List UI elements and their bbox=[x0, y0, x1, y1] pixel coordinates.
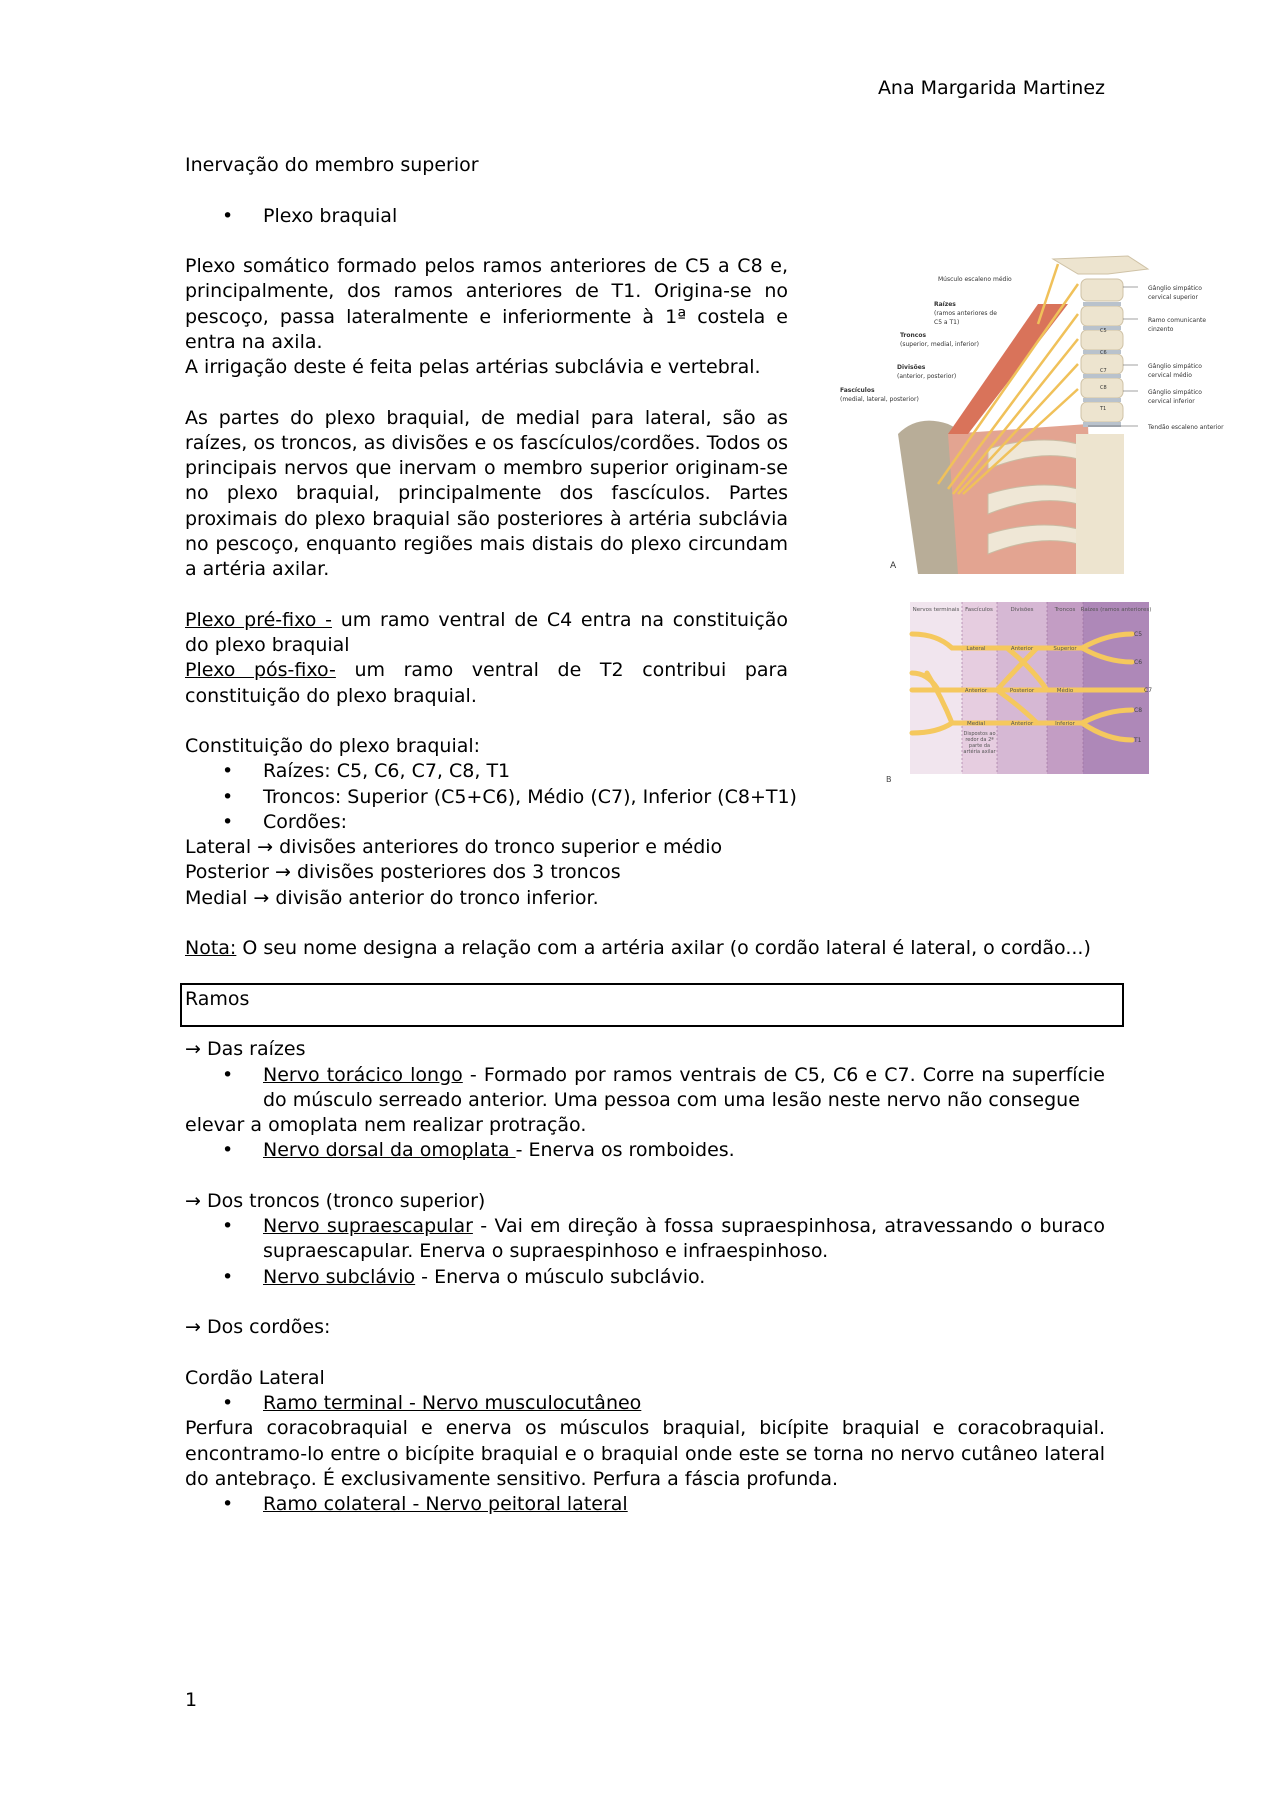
figa-label: (medial, lateral, posterior) bbox=[840, 396, 919, 403]
page-number: 1 bbox=[185, 1689, 198, 1711]
doc-title: Inervação do membro superior bbox=[185, 154, 479, 176]
header-author: Ana Margarida Martinez bbox=[877, 77, 1105, 99]
constituicao-title: Constituição do plexo braquial: bbox=[185, 735, 481, 758]
nerve-name: Nervo supraescapular bbox=[263, 1215, 473, 1238]
paragraph-1: Plexo somático formado pelos ramos anteriores de C5 a C8 e, principalmente, dos ramos anteriores de T1. Origina-se no pescoço, passa lateralmente e inferiormente à 1ª costela e entra na axila. bbox=[185, 255, 788, 353]
figb-root: C5 bbox=[1134, 631, 1143, 638]
nerve-name: Ramo colateral - Nervo peitoral lateral bbox=[263, 1493, 628, 1516]
prefixo-label: Plexo pré-fixo - bbox=[185, 608, 332, 631]
figa-label: C5 a T1) bbox=[934, 319, 960, 326]
figb-column: Divisões bbox=[1010, 607, 1034, 613]
bullet-plexo: • Plexo braquial bbox=[185, 204, 1105, 229]
troncos-bullet-1 bbox=[185, 1214, 1105, 1265]
nota-text: O seu nome designa a relação com a artéria axilar (o cordão lateral é lateral, o cordão...) bbox=[236, 937, 1091, 960]
constituicao-bullet: • Cordões: bbox=[185, 810, 1105, 835]
figa-label: Divisões bbox=[897, 364, 926, 371]
figa-label: Gânglio simpático bbox=[1148, 389, 1202, 396]
figa-label: (anterior, posterior) bbox=[897, 373, 957, 380]
figb-label: Lateral bbox=[966, 646, 986, 652]
paragraph-2: As partes do plexo braquial, de medial para lateral, são as raízes, os troncos, as divisões e os fascículos/cordões. Todos os principais nervos que inervam o membro superior originam-se no plexo braquial, principalmente dos fascículos. Partes proximais do plexo braquial são posteriores à artéria subclávia no pescoço, enquanto regiões mais distais do plexo circundam a artéria axilar. bbox=[185, 406, 788, 581]
figa-vertebra: C7 bbox=[1100, 368, 1107, 374]
figb-label: Inferior bbox=[1055, 721, 1075, 727]
figb-label: Anterior bbox=[1010, 646, 1034, 652]
figb-letter: B bbox=[886, 775, 892, 784]
figa-label: Raízes bbox=[934, 301, 956, 308]
figa-label: cervical médio bbox=[1148, 372, 1192, 379]
lateral-bullet-2 bbox=[185, 1492, 1105, 1517]
raizes-continuation: elevar a omoplata nem realizar protração. bbox=[185, 1114, 587, 1137]
figa-label: Músculo escaleno médio bbox=[938, 276, 1012, 283]
raizes-heading: → Das raízes bbox=[185, 1038, 306, 1061]
troncos-bullet-2 bbox=[185, 1265, 1105, 1290]
figa-label: Fascículos bbox=[840, 387, 875, 394]
figure-a-brachial-plexus-illustration bbox=[838, 244, 1248, 574]
figb-root: C7 bbox=[1144, 687, 1153, 694]
cordoes-heading: → Dos cordões: bbox=[185, 1316, 331, 1339]
figb-label: Anterior bbox=[964, 688, 988, 694]
figb-label: Superior bbox=[1053, 646, 1077, 652]
figb-column: Troncos bbox=[1054, 607, 1076, 613]
figa-vertebra: T1 bbox=[1100, 406, 1107, 412]
cordao-line: Medial → divisão anterior do tronco inferior. bbox=[185, 886, 599, 909]
figb-label: Médio bbox=[1056, 688, 1074, 694]
raizes-bullet-1 bbox=[185, 1063, 1105, 1114]
nerve-name: Nervo dorsal da omoplata bbox=[263, 1139, 516, 1162]
figb-root: C8 bbox=[1134, 707, 1143, 714]
figa-label: (superior, medial, inferior) bbox=[900, 341, 979, 348]
constituicao-bullet: • Troncos: Superior (C5+C6), Médio (C7), Inferior (C8+T1) bbox=[185, 785, 1105, 810]
nota-box bbox=[180, 983, 1124, 1027]
nota bbox=[185, 936, 1105, 961]
nerve-name: Nervo torácico longo bbox=[263, 1063, 463, 1086]
nerve-desc: - Enerva o músculo subclávio. bbox=[415, 1265, 706, 1288]
posfixo bbox=[185, 658, 788, 709]
figa-label: cervical superior bbox=[1148, 294, 1198, 301]
constituicao-bullet: • Raízes: C5, C6, C7, C8, T1 bbox=[185, 759, 1105, 784]
figb-label: Posterior bbox=[1009, 688, 1035, 694]
figb-column: Raízes (ramos anteriores) bbox=[1080, 607, 1152, 613]
figb-label: Anterior bbox=[1010, 721, 1034, 727]
prefixo-text: um ramo ventral de C4 entra na constituição do plexo braquial bbox=[185, 608, 788, 657]
troncos-heading: → Dos troncos (tronco superior) bbox=[185, 1189, 486, 1212]
lateral-bullet-1 bbox=[185, 1391, 1105, 1416]
figa-label: cinzento bbox=[1148, 326, 1174, 333]
figa-vertebra: C6 bbox=[1100, 350, 1107, 356]
figb-root: T1 bbox=[1134, 737, 1142, 744]
figa-label: Gânglio simpático bbox=[1148, 285, 1202, 292]
nerve-desc: - Vai em direção à fossa supraespinhosa, atravessando o buraco supraescapular. Enerva o supraespinhoso e infraespinhoso. bbox=[263, 1215, 1105, 1263]
lateral-paragraph: Perfura coracobraquial e enerva os músculos braquial, bicípite braquial e coracobraquial. encontramo-lo entre o bicípite braquial e o braquial onde este se torna no nervo cutâneo lateral do antebraço. É exclusivamente sensitivo. Perfura a fáscia profunda. bbox=[185, 1417, 1105, 1490]
figb-column: Fascículos bbox=[965, 607, 993, 613]
figb-note: Dispostos ao redor da 2ª parte da artéria axilar bbox=[963, 731, 996, 755]
figb-column: Nervos terminais bbox=[912, 607, 960, 613]
figa-label: Tendão escaleno anterior bbox=[1148, 424, 1224, 431]
nerve-name: Ramo terminal - Nervo musculocutâneo bbox=[263, 1392, 642, 1415]
figb-label: Medial bbox=[966, 721, 986, 727]
figa-letter: A bbox=[890, 561, 897, 571]
nota-label: Nota: bbox=[185, 937, 237, 960]
figb-root: C6 bbox=[1134, 659, 1143, 666]
figa-label: Troncos bbox=[900, 332, 927, 339]
prefixo bbox=[185, 608, 788, 659]
figa-label: (ramos anteriores de bbox=[934, 310, 997, 317]
ramos-heading: Ramos bbox=[185, 987, 250, 1010]
cordao-line: Posterior → divisões posteriores dos 3 troncos bbox=[185, 861, 621, 884]
paragraph-1b: A irrigação deste é feita pelas artérias subclávia e vertebral. bbox=[185, 356, 761, 379]
figure-b-brachial-plexus-schematic bbox=[882, 598, 1157, 788]
raizes-bullet-2 bbox=[185, 1138, 1105, 1163]
posfixo-text: um ramo ventral de T2 contribui para constituição do plexo braquial. bbox=[185, 659, 788, 707]
figa-vertebra: C8 bbox=[1100, 385, 1107, 391]
cordao-lateral-heading: Cordão Lateral bbox=[185, 1366, 325, 1389]
figa-label: cervical inferior bbox=[1148, 398, 1195, 405]
cordao-line: Lateral → divisões anteriores do tronco superior e médio bbox=[185, 836, 723, 859]
figa-label: Ramo comunicante bbox=[1148, 317, 1207, 324]
nerve-desc: - Enerva os romboides. bbox=[515, 1139, 735, 1162]
figa-vertebra: C5 bbox=[1100, 328, 1107, 334]
posfixo-label: Plexo pós-fixo- bbox=[185, 659, 336, 682]
nerve-desc: - Formado por ramos ventrais de C5, C6 e C7. Corre na superfície do músculo serreado anterior. Uma pessoa com uma lesão neste nervo não consegue bbox=[263, 1063, 1105, 1111]
nerve-name: Nervo subclávio bbox=[263, 1265, 416, 1288]
figa-label: Gânglio simpático bbox=[1148, 363, 1202, 370]
